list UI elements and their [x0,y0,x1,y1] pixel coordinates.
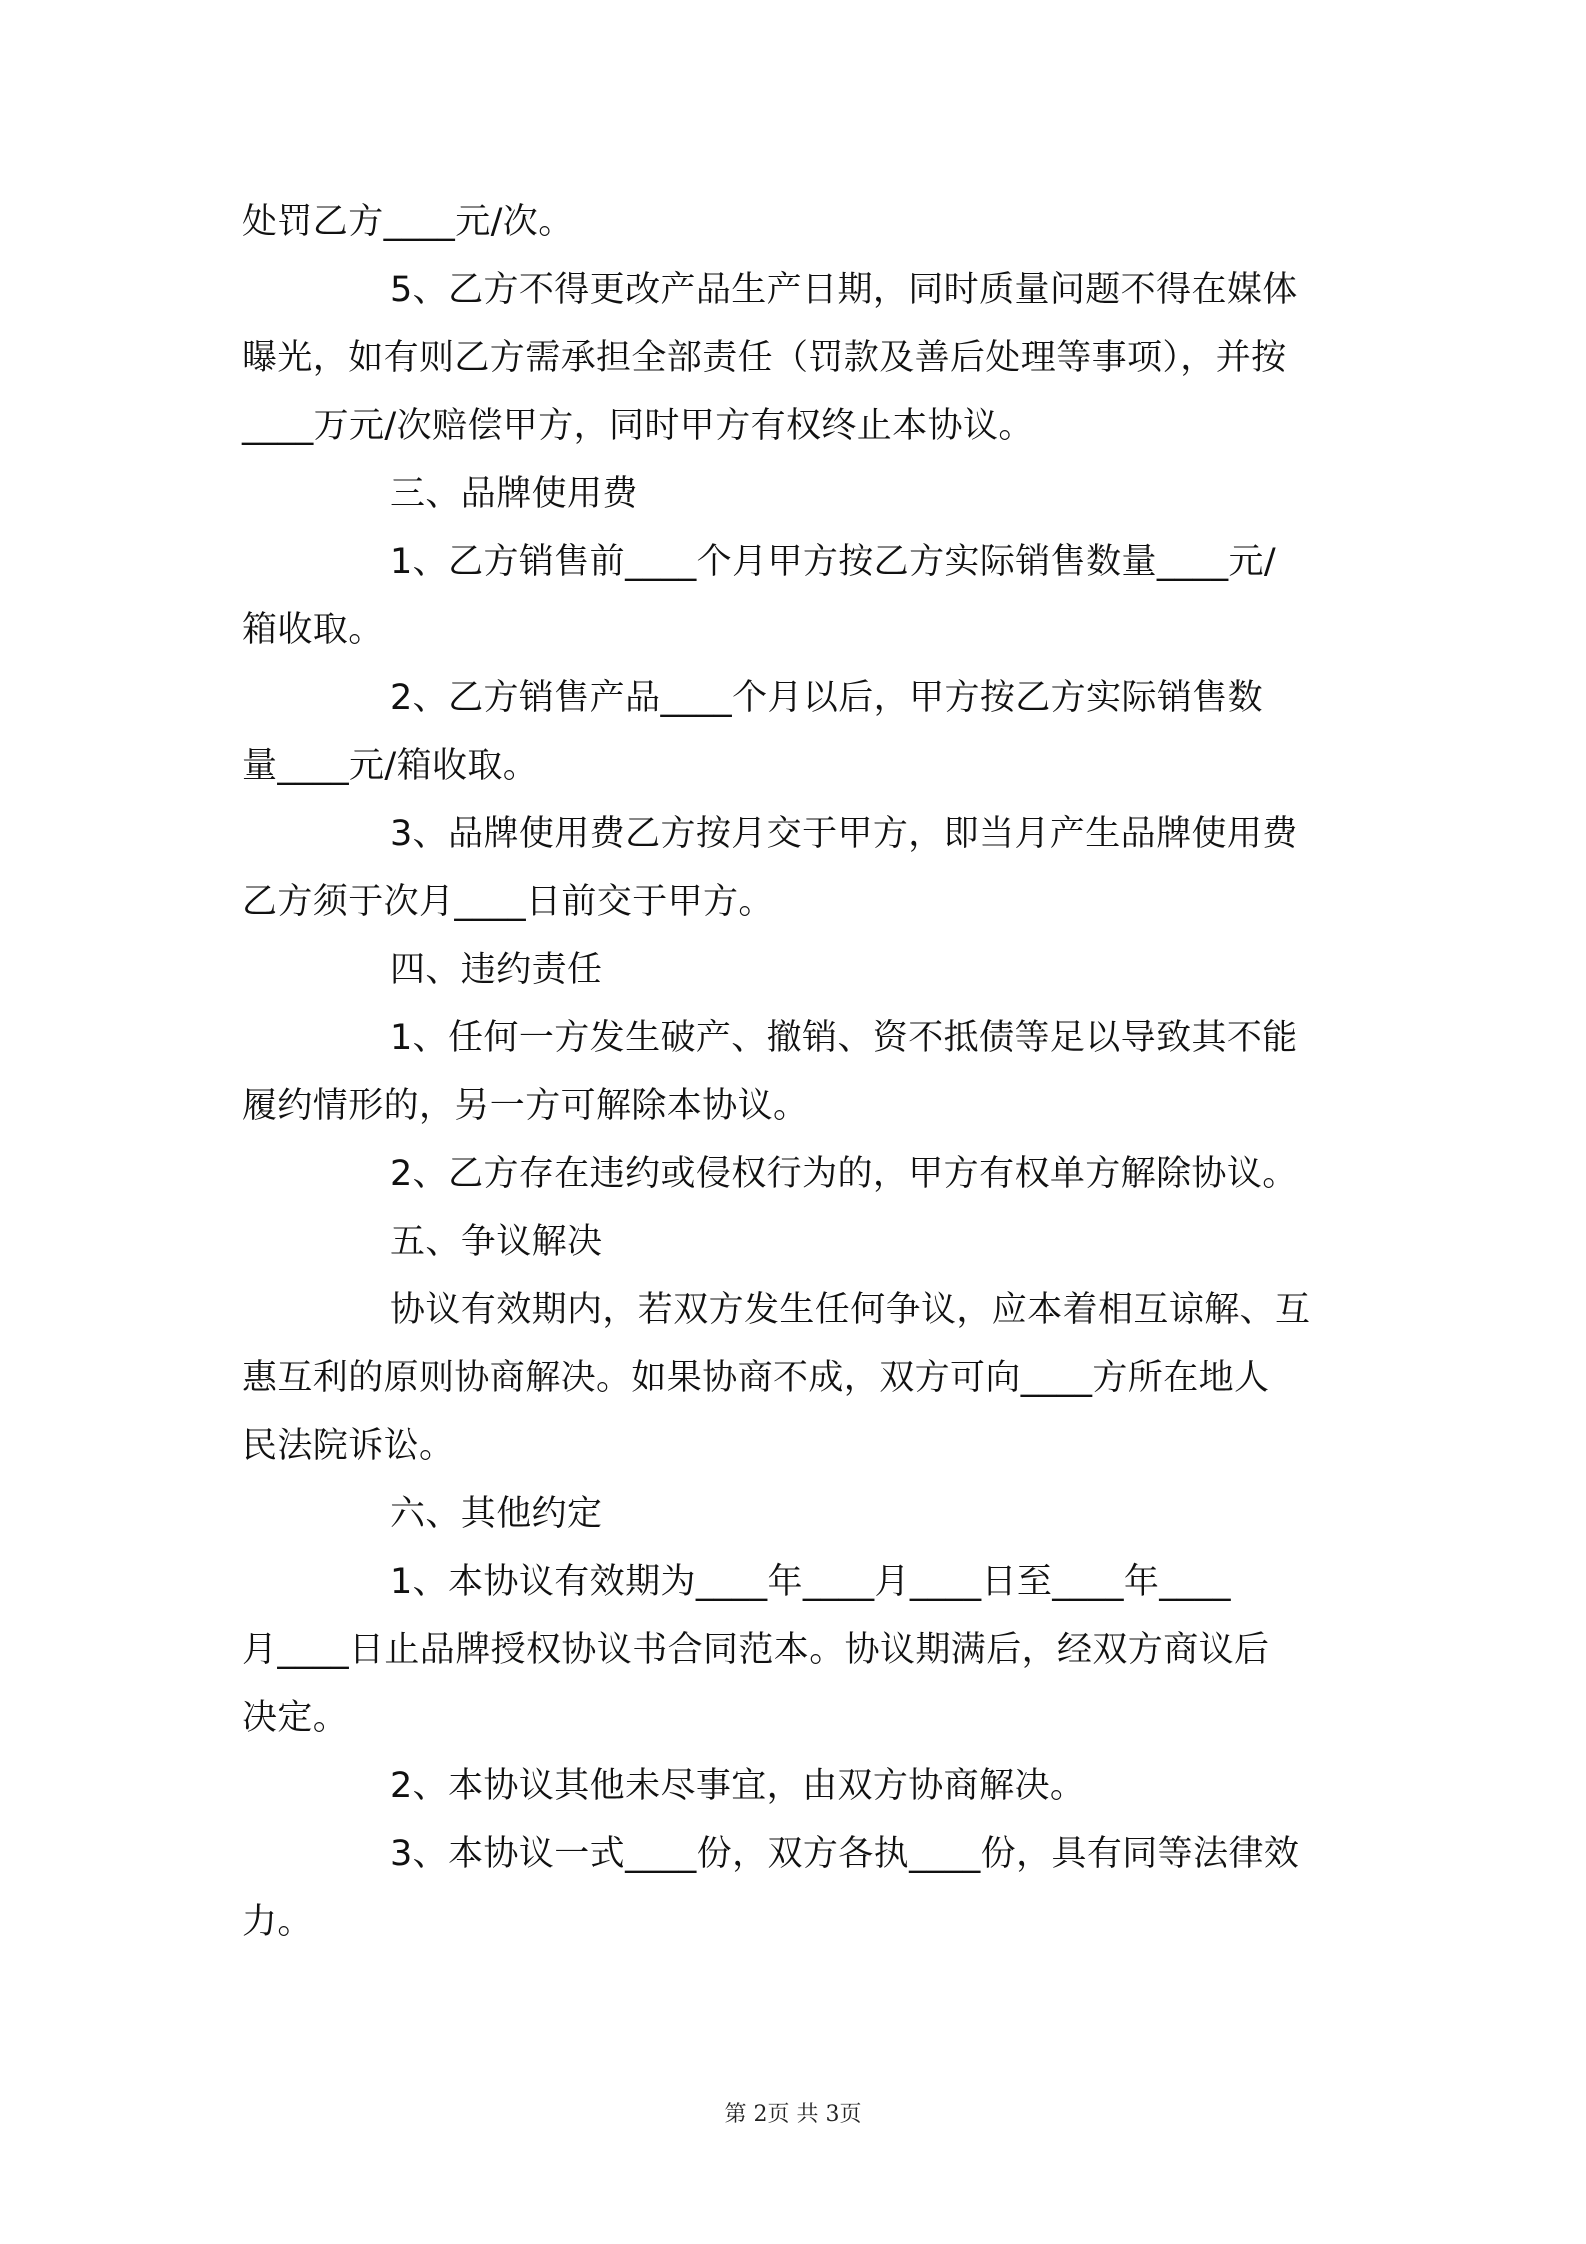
text-line: 箱收取。 [242,610,384,650]
text-line: 2、乙方存在违约或侵权行为的，甲方有权单方解除协议。 [390,1154,1298,1194]
text-line: 力。 [242,1902,313,1942]
text-line: 履约情形的，另一方可解除本协议。 [242,1086,809,1126]
text-line: ____万元/次赔偿甲方，同时甲方有权终止本协议。 [242,406,1034,446]
section-heading: 六、其他约定 [390,1494,603,1534]
text-line: 曝光，如有则乙方需承担全部责任（罚款及善后处理等事项），并按 [242,338,1287,378]
text-line: 3、品牌使用费乙方按月交于甲方，即当月产生品牌使用费 [390,814,1298,854]
text-line: 1、本协议有效期为____年____月____日至____年____ [390,1562,1231,1602]
text-line: 民法院诉讼。 [242,1426,455,1466]
page-number: 第 2页 共 3页 [724,2102,862,2127]
text-line: 月____日止品牌授权协议书合同范本。协议期满后，经双方商议后 [242,1630,1270,1670]
section-heading: 三、品牌使用费 [390,474,638,514]
text-line: 惠互利的原则协商解决。如果协商不成，双方可向____方所在地人 [242,1358,1270,1398]
text-line: 协议有效期内，若双方发生任何争议，应本着相互谅解、互 [390,1290,1311,1330]
document-body [242,188,1362,1956]
text-line: 3、本协议一式____份，双方各执____份，具有同等法律效 [390,1834,1300,1874]
section-heading: 五、争议解决 [390,1222,603,1262]
text-line: 乙方须于次月____日前交于甲方。 [242,882,774,922]
text-line: 1、任何一方发生破产、撤销、资不抵债等足以导致其不能 [390,1018,1298,1058]
text-line: 1、乙方销售前____个月甲方按乙方实际销售数量____元/ [390,542,1277,582]
text-line: 决定。 [242,1698,349,1738]
text-line: 2、本协议其他未尽事宜，由双方协商解决。 [390,1766,1086,1806]
text-line: 量____元/箱收取。 [242,746,539,786]
text-line: 2、乙方销售产品____个月以后，甲方按乙方实际销售数 [390,678,1264,718]
text-line: 5、乙方不得更改产品生产日期，同时质量问题不得在媒体 [390,270,1298,310]
text-line: 处罚乙方____元/次。 [242,202,574,242]
section-heading: 四、违约责任 [390,950,603,990]
